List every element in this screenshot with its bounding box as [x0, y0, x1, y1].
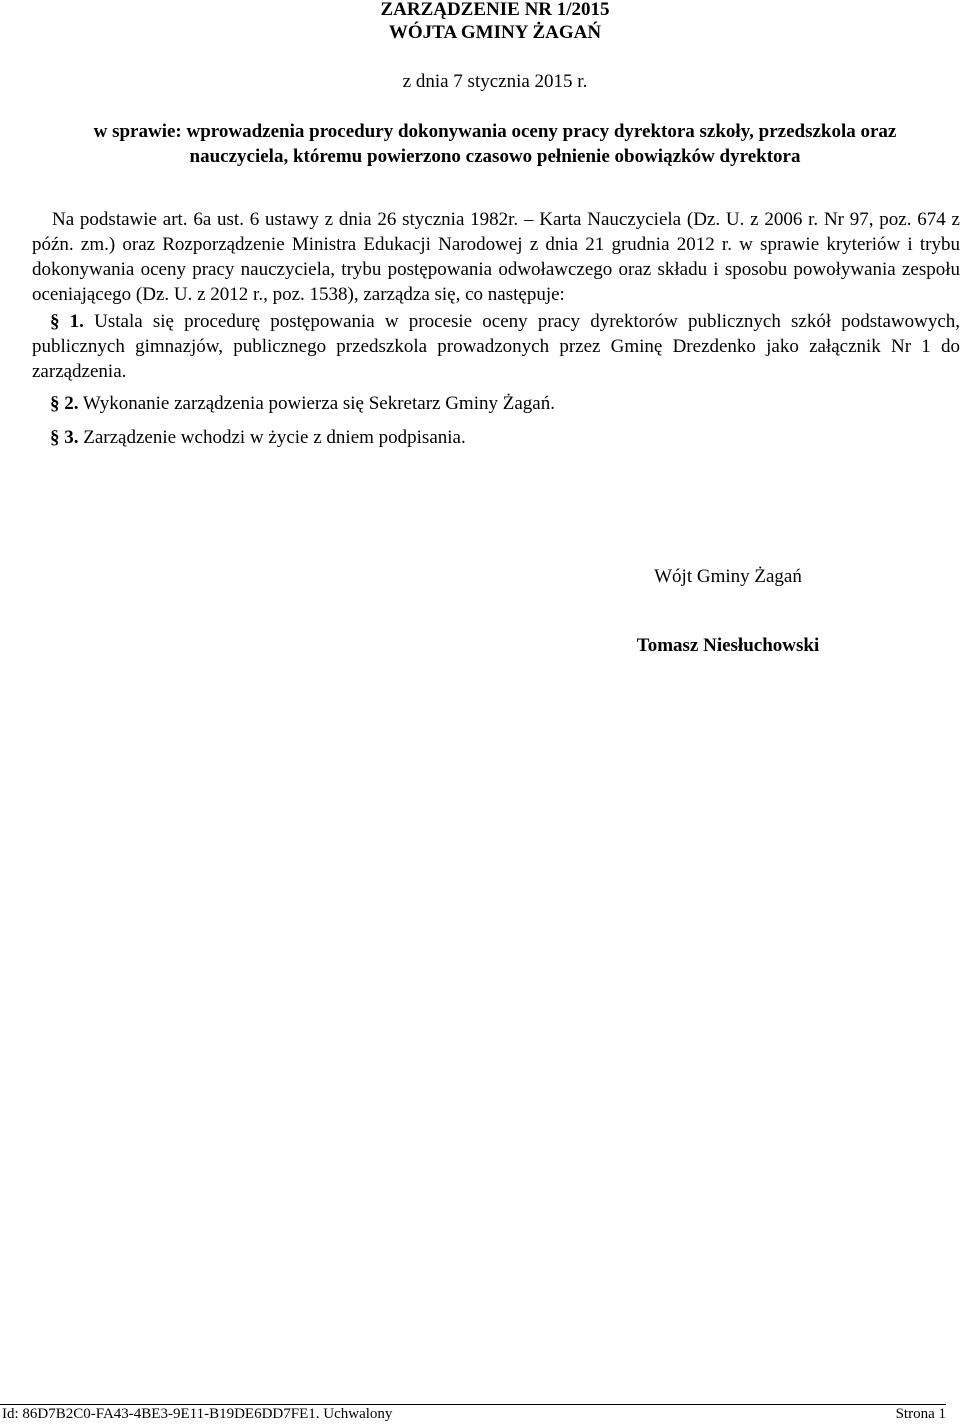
- footer-page-number: Strona 1: [895, 1406, 946, 1422]
- document-date: z dnia 7 stycznia 2015 r.: [402, 71, 588, 92]
- section-1: [32, 309, 960, 384]
- subject-line-1: w sprawie: wprowadzenia procedury dokonywania oceny pracy dyrektora szkoły, przedszkola oraz: [93, 121, 897, 142]
- preamble: Na podstawie art. 6a ust. 6 ustawy z dnia 26 stycznia 1982r. – Karta Nauczyciela (Dz. U. z 2006 r. Nr 97, poz. 674 z późn. zm.) oraz Rozporządzenie Ministra Edukacji Narodowej z dnia 21 grudnia 2012 r. w sprawie kryteriów i trybu dokonywania oceny pracy nauczyciela, trybu postępowania odwoławczego oraz składu i sposobu powoływania zespołu oceniającego (Dz. U. z 2012 r., poz. 1538), zarządza się, co następuje:: [32, 209, 960, 305]
- section-1-text: Ustala się procedurę postępowania w procesie oceny pracy dyrektorów publicznych szkół podstawowych, publicznych gimnazjów, publicznego przedszkola prowadzonych przez Gminę Drezdenko jako załącznik Nr 1 do zarządzenia.: [32, 311, 960, 382]
- document-subject: [30, 119, 960, 169]
- footer-document-id: Id: 86D7B2C0-FA43-4BE3-9E11-B19DE6DD7FE1. Uchwalony: [2, 1406, 393, 1422]
- signature-role: Wójt Gminy Żagań: [654, 566, 802, 587]
- section-2-marker: § 2.: [50, 393, 79, 414]
- document-title: ZARZĄDZENIE NR 1/2015: [380, 0, 610, 20]
- footer-divider: [0, 1404, 946, 1405]
- section-2-text: Wykonanie zarządzenia powierza się Sekretarz Gminy Żagań.: [82, 393, 555, 414]
- section-3-text: Zarządzenie wchodzi w życie z dniem podpisania.: [83, 427, 466, 448]
- section-2: [32, 391, 960, 416]
- section-3-marker: § 3.: [50, 427, 79, 448]
- section-3: [32, 425, 960, 450]
- subject-line-2: nauczyciela, któremu powierzono czasowo pełnienie obowiązków dyrektora: [189, 146, 801, 167]
- section-1-marker: § 1.: [50, 311, 84, 332]
- signature-name: Tomasz Niesłuchowski: [636, 635, 820, 656]
- document-issuer: WÓJTA GMINY ŻAGAŃ: [388, 22, 602, 43]
